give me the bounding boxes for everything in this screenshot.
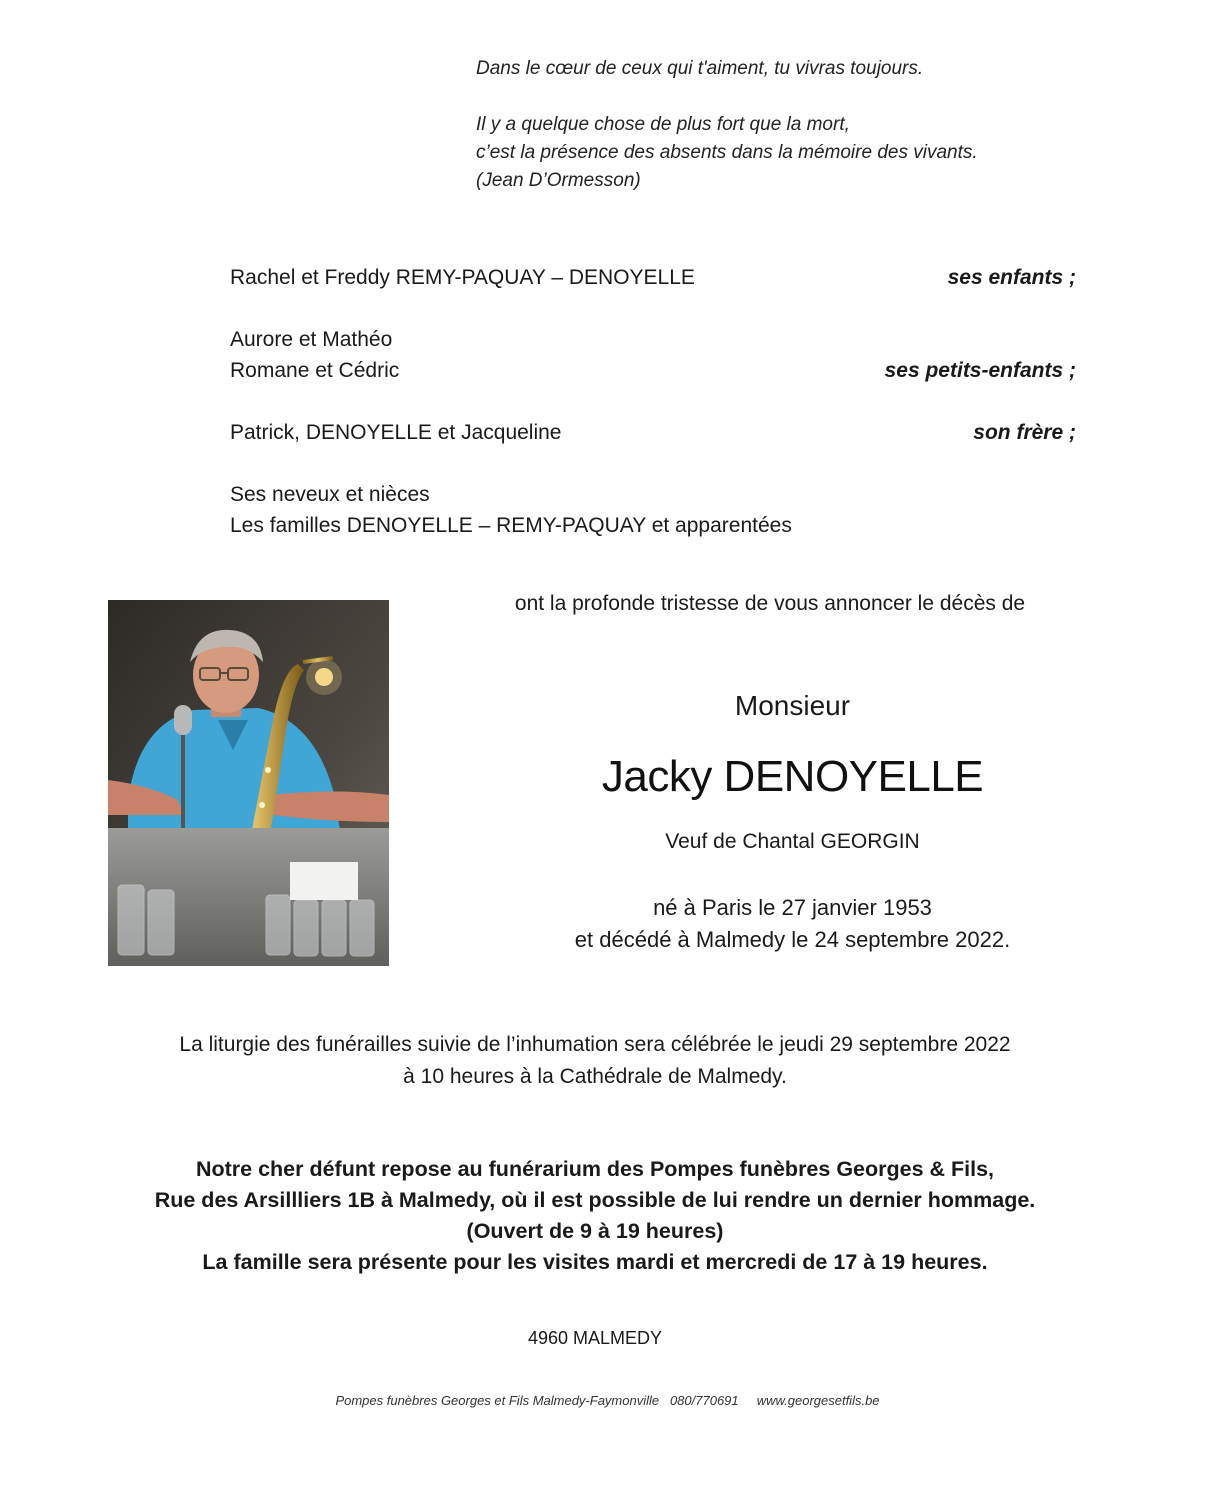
relatives-line-2: Les familles DENOYELLE – REMY-PAQUAY et apparentées <box>230 514 792 537</box>
brother-role: son frère ; <box>973 421 1076 444</box>
brother-row <box>230 417 1076 448</box>
portrait-photo <box>108 600 389 966</box>
announcement-intro: ont la profonde tristesse de vous annoncer le décès de <box>514 592 1026 615</box>
portrait-illustration <box>108 600 389 966</box>
dates-block <box>440 892 1145 956</box>
children-names: Rachel et Freddy REMY-PAQUAY – DENOYELLE <box>230 266 695 289</box>
visitation-block <box>90 1154 1100 1278</box>
children-row <box>230 262 1076 293</box>
quote-line: Il y a quelque chose de plus fort que la mort, <box>476 114 850 135</box>
death-line: et décédé à Malmedy le 24 septembre 2022. <box>574 927 1011 952</box>
liturgy-block <box>90 1029 1100 1093</box>
widower-line: Veuf de Chantal GEORGIN <box>665 830 920 853</box>
footer-line: Pompes funèbres Georges et Fils Malmedy-Faymonville 080/770691 www.georgesetfils.be <box>335 1393 880 1408</box>
grandchildren-row <box>230 355 1076 386</box>
visitation-line: Notre cher défunt repose au funérarium des Pompes funèbres Georges & Fils, <box>195 1157 995 1181</box>
deceased-title: Monsieur <box>734 690 851 721</box>
grandchildren-line-1: Aurore et Mathéo <box>230 328 393 351</box>
city-line: 4960 MALMEDY <box>527 1328 663 1348</box>
liturgy-line: La liturgie des funérailles suivie de l’inhumation sera célébrée le jeudi 29 septembre 2022 <box>179 1033 1011 1056</box>
quote-block <box>476 55 978 195</box>
quote-line: Dans le cœur de ceux qui t'aiment, tu vivras toujours. <box>476 58 924 79</box>
birth-line: né à Paris le 27 janvier 1953 <box>653 895 932 920</box>
visitation-line: Rue des Arsillliers 1B à Malmedy, où il est possible de lui rendre un dernier hommage. <box>154 1188 1036 1212</box>
children-role: ses enfants ; <box>947 266 1076 289</box>
brother-names: Patrick, DENOYELLE et Jacqueline <box>230 421 562 444</box>
grandchildren-names: Romane et Cédric <box>230 359 400 382</box>
grandchildren-role: ses petits-enfants ; <box>884 359 1076 382</box>
liturgy-line: à 10 heures à la Cathédrale de Malmedy. <box>403 1065 787 1088</box>
quote-line: c’est la présence des absents dans la mémoire des vivants. <box>476 142 978 163</box>
visitation-hours: (Ouvert de 9 à 19 heures) <box>466 1219 724 1243</box>
quote-author: (Jean D’Ormesson) <box>476 170 641 191</box>
visitation-line: La famille sera présente pour les visites mardi et mercredi de 17 à 19 heures. <box>202 1250 988 1274</box>
deceased-name: Jacky DENOYELLE <box>601 752 984 801</box>
relatives-line-1: Ses neveux et nièces <box>230 483 430 506</box>
